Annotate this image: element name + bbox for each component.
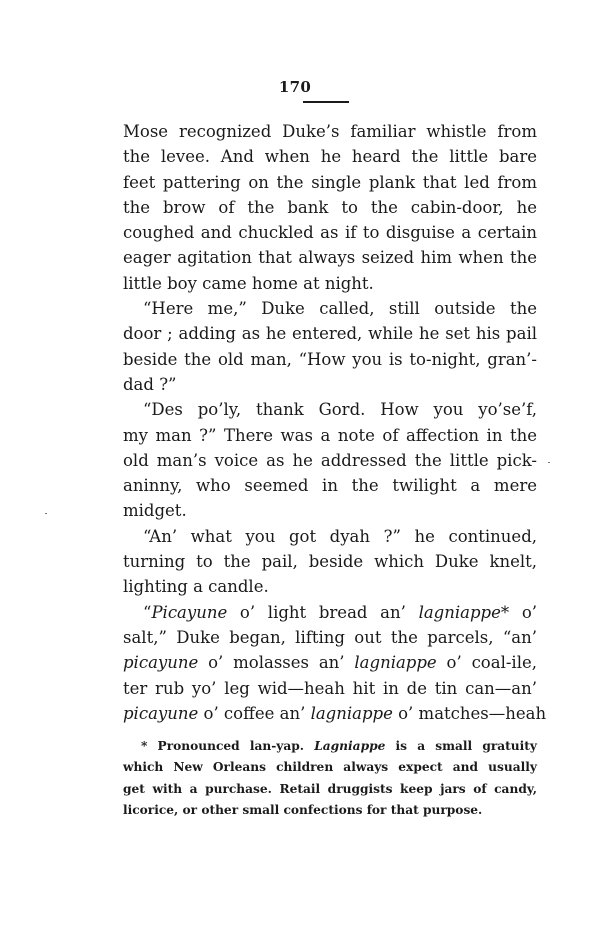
text-line: door ; adding as he entered, while he set his pail [123, 324, 537, 344]
margin-speck [45, 513, 47, 514]
text-line: little boy came home at night. [123, 273, 374, 293]
text-line: “An’ what you got dyah ?” he continued, [143, 526, 537, 546]
text-line: aninny, who seemed in the twilight a mere [123, 476, 537, 496]
text-line: salt,” Duke began, lifting out the parcels, “an’ [123, 627, 537, 647]
text-line: ter rub yo’ leg wid—heah hit in de tin can—an’ [123, 678, 537, 698]
text-line: Mose recognized Duke’s familiar whistle from [123, 122, 537, 141]
text-line: old man’s voice as he addressed the little pick- [123, 450, 537, 470]
text-line: eager agitation that always seized him when the [123, 248, 537, 268]
text-line: feet pattering on the single plank that led from [123, 172, 537, 192]
footnote [123, 736, 537, 821]
text-line: coughed and chuckled as if to disguise a certain [123, 223, 537, 243]
text-line: turning to the pail, beside which Duke knelt, [123, 552, 537, 572]
text-line: the brow of the bank to the cabin-door, he [123, 197, 537, 217]
margin-speck [548, 462, 550, 463]
text-line: * Pronounced lan-yap. Lagniappe is a small gratuity [141, 739, 537, 753]
text-line: get with a purchase. Retail druggists keep jars of candy, [123, 781, 537, 796]
text-line: dad ?” [123, 374, 177, 394]
text-line: midget. [123, 501, 187, 521]
text-line: lighting a candle. [123, 577, 269, 597]
body-text [123, 119, 547, 726]
text-line: licorice, or other small confections for that purpose. [123, 802, 483, 817]
text-line: picayune o’ coffee an’ lagniappe o’ matches—heah [123, 703, 547, 723]
text-line: “Des po’ly, thank Gord. How you yo’se’f, [143, 400, 537, 420]
text-line: picayune o’ molasses an’ lagniappe o’ coal-ile, [123, 653, 537, 673]
text-line: which New Orleans children always expect and usually [123, 760, 537, 775]
text-line: the levee. And when he heard the little bare [123, 147, 537, 167]
page-number: 170 [278, 78, 312, 96]
text-line: “Here me,” Duke called, still outside the [143, 299, 537, 319]
text-line: beside the old man, “How you is to-night, gran’- [123, 349, 537, 369]
page-number-rule [303, 101, 349, 103]
text-line: “Picayune o’ light bread an’ lagniappe* o’ [143, 602, 537, 622]
text-line: my man ?” There was a note of affection in the [123, 425, 537, 445]
